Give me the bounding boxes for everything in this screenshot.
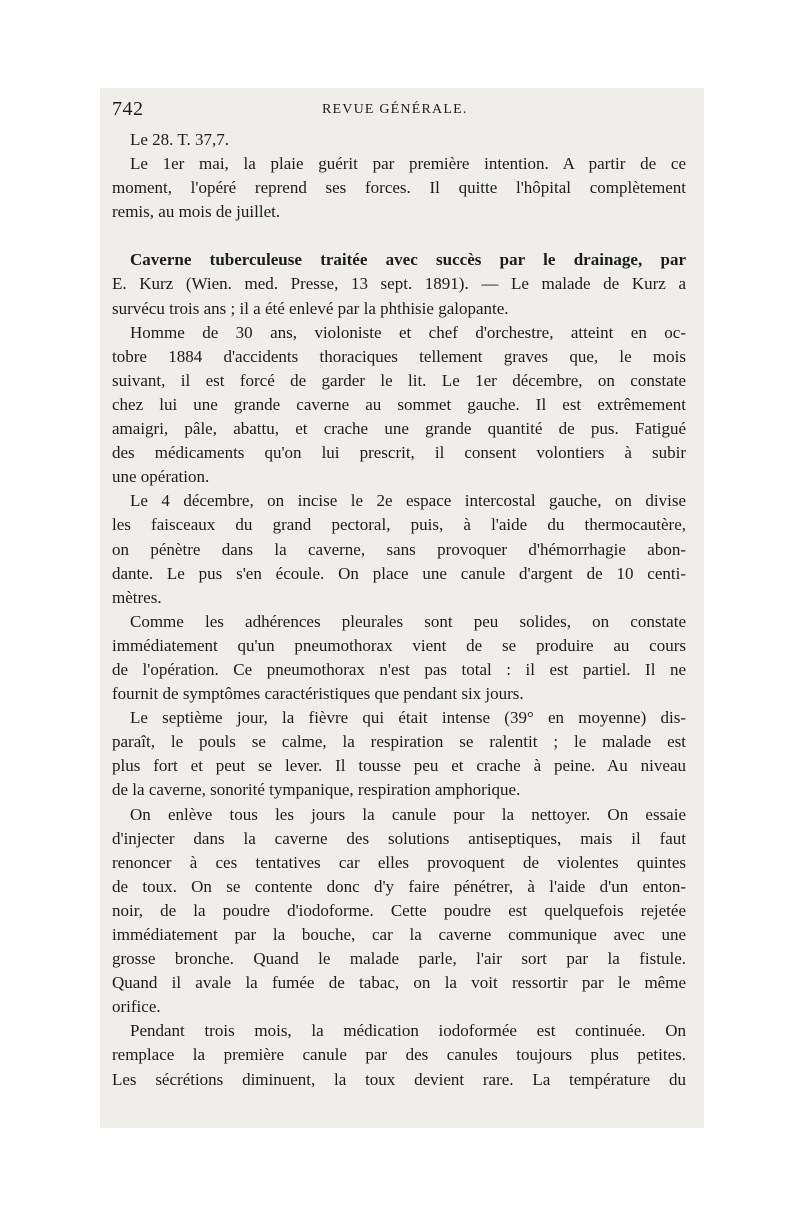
text-line: d'injecter dans la caverne des solutions antiseptiques, mais il faut [112, 828, 686, 848]
text-line: dante. Le pus s'en écoule. On place une canule d'argent de 10 centi- [112, 563, 686, 583]
running-head: REVUE GÉNÉRALE. [322, 102, 468, 117]
page-number: 742 [112, 98, 144, 120]
text-line: moment, l'opéré reprend ses forces. Il quitte l'hôpital complètement [112, 178, 686, 198]
text-line: suivant, il est forcé de garder le lit. Le 1er décembre, on constate [112, 370, 686, 390]
text-line: de l'opération. Ce pneumothorax n'est pas total : il est partiel. Il ne [112, 659, 686, 679]
text-line: orifice. [112, 997, 161, 1017]
text-line: une opération. [112, 467, 210, 487]
text-line: les faisceaux du grand pectoral, puis, à l'aide du thermocautère, [112, 515, 686, 535]
text-line: remplace la première canule par des canules toujours plus petites. [112, 1045, 686, 1065]
text-line: plus fort et peut se lever. Il tousse peu et crache à peine. Au niveau [112, 756, 686, 776]
page-header [112, 98, 692, 122]
text-line: On enlève tous les jours la canule pour la nettoyer. On essaie [130, 804, 686, 824]
text-line: Le 1er mai, la plaie guérit par première intention. A partir de ce [130, 154, 686, 174]
text-line: remis, au mois de juillet. [112, 202, 281, 222]
text-line: grosse bronche. Quand le malade parle, l'air sort par la fistule. [112, 949, 686, 969]
text-line: paraît, le pouls se calme, la respiration se ralentit ; le malade est [112, 732, 686, 752]
text-line: Le 28. T. 37,7. [130, 130, 229, 149]
text-line: E. Kurz (Wien. med. Presse, 13 sept. 1891). — Le malade de Kurz a [112, 274, 686, 294]
text-line: de la caverne, sonorité tympanique, respiration amphorique. [112, 780, 521, 800]
text-line: immédiatement qu'un pneumothorax vient de se produire au cours [112, 635, 686, 655]
text-line: Comme les adhérences pleurales sont peu solides, on constate [130, 611, 686, 631]
text-line: des médicaments qu'on lui prescrit, il consent volontiers à subir [112, 443, 686, 463]
text-line: fournit de symptômes caractéristiques que pendant six jours. [112, 684, 524, 704]
text-line: chez lui une grande caverne au sommet gauche. Il est extrêmement [112, 394, 686, 414]
text-line: noir, de la poudre d'iodoforme. Cette poudre est quelquefois rejetée [112, 900, 686, 920]
text-line: survécu trois ans ; il a été enlevé par la phthisie galopante. [112, 298, 509, 318]
text-line: amaigri, pâle, abattu, et crache une grande quantité de pus. Fatigué [112, 419, 686, 439]
text-line: on pénètre dans la caverne, sans provoquer d'hémorrhagie abon- [112, 539, 686, 559]
text-line: Quand il avale la fumée de tabac, on la voit ressortir par le même [112, 973, 686, 993]
body-text [112, 128, 686, 1092]
text-line: Homme de 30 ans, violoniste et chef d'orchestre, atteint en oc- [130, 322, 686, 342]
text-line: mètres. [112, 587, 162, 607]
text-line: renoncer à ces tentatives car elles provoquent de violentes quintes [112, 852, 686, 872]
paragraph-gap [112, 224, 686, 248]
text-line: Le 4 décembre, on incise le 2e espace intercostal gauche, on divise [130, 491, 686, 511]
section-heading-line: Caverne tuberculeuse traitée avec succès par le drainage, par [130, 250, 686, 270]
text-line: immédiatement par la bouche, car la caverne communique avec une [112, 925, 686, 944]
text-line: Le septième jour, la fièvre qui était intense (39° en moyenne) dis- [130, 708, 686, 728]
text-line: de toux. On se contente donc d'y faire pénétrer, à l'aide d'un enton- [112, 876, 686, 896]
text-line: Pendant trois mois, la médication iodoformée est continuée. On [130, 1021, 686, 1041]
text-line: tobre 1884 d'accidents thoraciques tellement graves que, le mois [112, 346, 686, 366]
text-line: Les sécrétions diminuent, la toux devient rare. La température du [112, 1069, 686, 1089]
